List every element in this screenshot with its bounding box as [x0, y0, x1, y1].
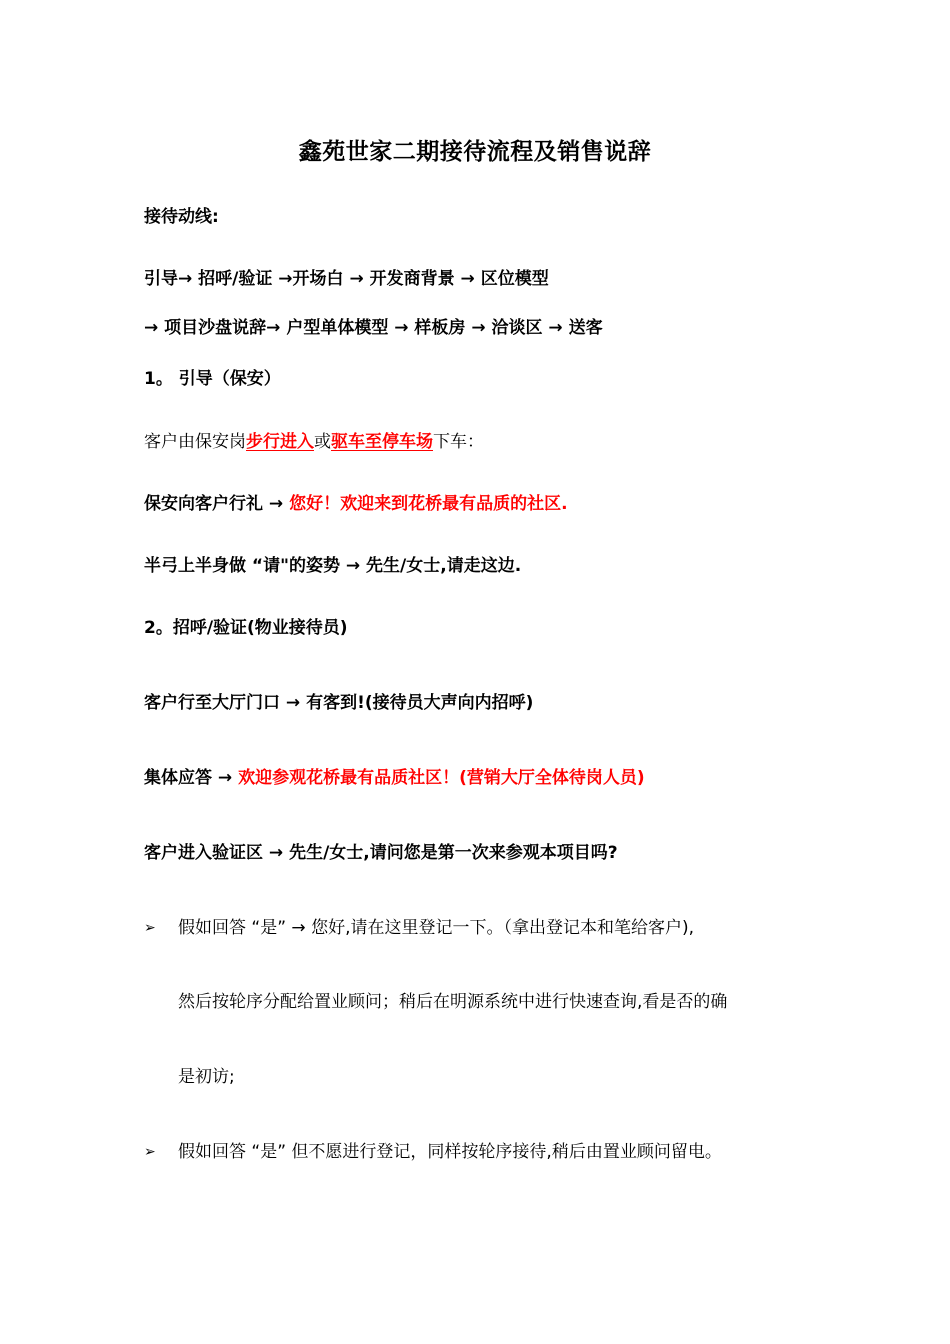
- route-line-1: 引导→ 招呼/验证 →开场白 → 开发商背景 → 区位模型: [144, 269, 549, 289]
- route-line-2: → 项目沙盘说辞→ 户型单体模型 → 样板房 → 洽谈区 → 送客: [144, 318, 603, 338]
- walk-in-highlight: 步行进入: [246, 432, 314, 452]
- section-1-line-3: 半弓上半身做 “请"的姿势 → 先生/女士,请走这边.: [144, 556, 522, 576]
- section-2-heading: 2。招呼/验证(物业接待员): [144, 618, 348, 638]
- greeting-prefix: 保安向客户行礼 →: [144, 494, 290, 514]
- text-or: 或: [314, 432, 331, 452]
- section-1-line-2: [144, 492, 568, 516]
- bullet-1-line-3: 是初访;: [178, 1067, 235, 1087]
- bullet-1-line-2: 然后按轮序分配给置业顾问；稍后在明源系统中进行快速查询,看是否的确: [178, 992, 728, 1012]
- section-2-line-3: 客户进入验证区 → 先生/女士,请问您是第一次来参观本项目吗?: [144, 843, 618, 863]
- bullet-2-line-1: 假如回答 “是” 但不愿进行登记，同样按轮序接待,稍后由置业顾问留电。: [178, 1142, 722, 1162]
- drive-in-highlight: 驱车至停车场: [331, 432, 433, 452]
- response-prefix: 集体应答 →: [144, 768, 239, 788]
- section-1-heading: 1。 引导（保安）: [144, 369, 281, 389]
- section-2-line-2: [144, 766, 645, 790]
- text-prefix: 客户由保安岗: [144, 432, 246, 452]
- bullet-1-line-1: 假如回答 “是” → 您好,请在这里登记一下。（拿出登记本和笔给客户),: [178, 918, 695, 938]
- route-heading: 接待动线:: [144, 207, 219, 227]
- bullet-arrow-icon: ➢: [144, 920, 156, 936]
- bullet-arrow-icon: ➢: [144, 1144, 156, 1160]
- text-suffix: 下车：: [433, 432, 484, 452]
- section-2-line-1: 客户行至大厅门口 → 有客到!(接待员大声向内招呼): [144, 693, 534, 713]
- document-title: 鑫苑世家二期接待流程及销售说辞: [298, 139, 652, 165]
- greeting-speech: 您好！欢迎来到花桥最有品质的社区.: [289, 494, 568, 514]
- response-speech: 欢迎参观花桥最有品质社区！(营销大厅全体待岗人员): [238, 768, 645, 788]
- section-1-line-1: [144, 430, 484, 454]
